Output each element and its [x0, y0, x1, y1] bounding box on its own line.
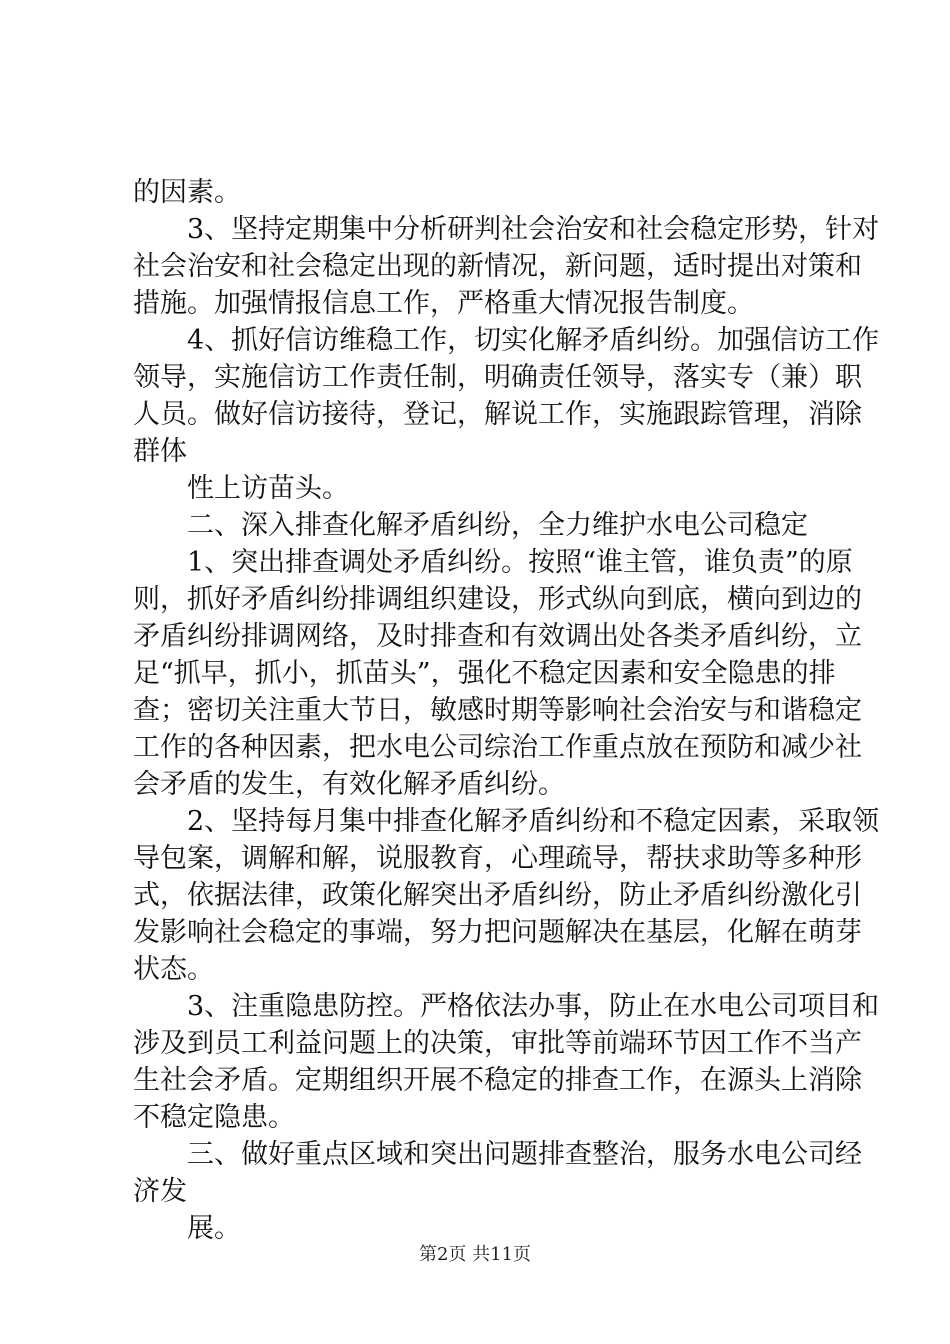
text-line: 足“抓早，抓小，抓苗头”，强化不稳定因素和安全隐患的排: [133, 658, 836, 689]
text-line: 工作的各种因素，把水电公司综治工作重点放在预防和减少社: [133, 732, 862, 763]
text-line: 不稳定隐患。: [133, 1102, 295, 1133]
text-line: 性上访苗头。: [133, 473, 349, 504]
text-line: 4、抓好信访维稳工作，切实化解矛盾纠纷。加强信访工作: [133, 325, 880, 356]
text-line: 发影响社会稳定的事端，努力把问题解决在基层，化解在萌芽: [133, 917, 862, 948]
text-line: 1、突出排查调处矛盾纠纷。按照“谁主管，谁负责”的原: [133, 547, 853, 578]
text-line: 矛盾纠纷排调网络，及时排查和有效调出处各类矛盾纠纷，立: [133, 621, 862, 652]
text-line: 导包案，调解和解，说服教育，心理疏导，帮扶求助等多种形: [133, 843, 862, 874]
text-line: 领导，实施信访工作责任制，明确责任领导，落实专（兼）职: [133, 362, 862, 393]
text-line: 3、坚持定期集中分析研判社会治安和社会稳定形势，针对: [133, 214, 880, 245]
text-line: 2、坚持每月集中排查化解矛盾纠纷和不稳定因素，采取领: [133, 806, 880, 837]
text-line: 状态。: [133, 954, 214, 985]
text-line: 查；密切关注重大节日，敏感时期等影响社会治安与和谐稳定: [133, 695, 862, 726]
text-line: 群体: [133, 436, 187, 467]
section-heading: 二、深入排查化解矛盾纠纷，全力维护水电公司稳定: [133, 510, 808, 541]
text-line: 的因素。: [133, 177, 241, 208]
text-line: 3、注重隐患防控。严格依法办事，防止在水电公司项目和: [133, 991, 880, 1022]
text-line: 人员。做好信访接待，登记，解说工作，实施跟踪管理，消除: [133, 399, 862, 430]
text-line: 式，依据法律，政策化解突出矛盾纠纷，防止矛盾纠纷激化引: [133, 880, 862, 911]
text-line: 展。: [133, 1213, 241, 1244]
text-line: 措施。加强情报信息工作，严格重大情况报告制度。: [133, 288, 754, 319]
text-line: 社会治安和社会稳定出现的新情况，新问题，适时提出对策和: [133, 251, 862, 282]
page-number-footer: 第2页 共11页: [418, 1244, 532, 1265]
text-line: 济发: [133, 1176, 187, 1207]
text-line: 则，抓好矛盾纠纷排调组织建设，形式纵向到底，横向到边的: [133, 584, 862, 615]
text-line: 涉及到员工利益问题上的决策，审批等前端环节因工作不当产: [133, 1028, 862, 1059]
text-line: 会矛盾的发生，有效化解矛盾纠纷。: [133, 769, 565, 800]
text-line: 生社会矛盾。定期组织开展不稳定的排查工作，在源头上消除: [133, 1065, 862, 1096]
section-heading: 三、做好重点区域和突出问题排查整治，服务水电公司经: [133, 1139, 862, 1170]
